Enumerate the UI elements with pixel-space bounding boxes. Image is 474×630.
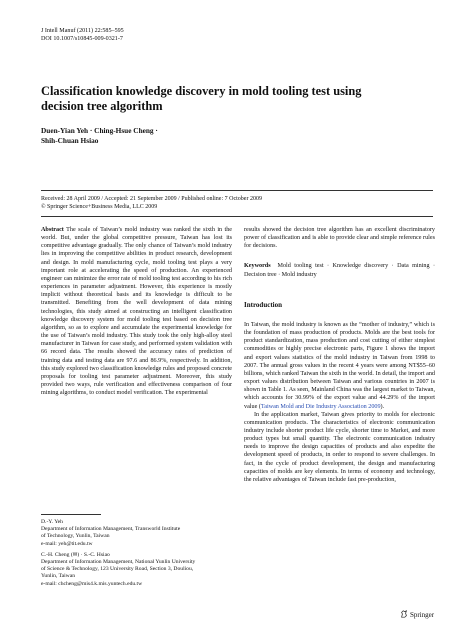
author-2-affiliation-1: Department of Information Management, National Yunlin University	[41, 559, 196, 566]
doi-line: DOI 10.1007/s10845-009-0321-7	[41, 36, 123, 42]
author-2-name: C.-H. Cheng (✉) · S.-C. Hsiao	[41, 551, 110, 558]
citation-link[interactable]: Taiwan Mold and Die Industry Association 2009	[260, 403, 381, 410]
intro-p1-text: In Taiwan, the mold industry is known as the “mother of industry,” which is the foundation of mass production of products. Molds are the best tools for product standardization, mass production and cost cutting of either simplest commodities or highly precise electronic parts, Figure 1 shows the import and export values statistics of the mold industry in Taiwan from 1998 to 2007. The annual gross values in the recent 4 years were among NT$55–60 billions, which ranked Taiwan the sixth in the world. In detail, the import and export values distribution between Taiwan and various countries in 2007 is shown in Table 1. As seen, Mainland China was the largest market to Taiwan, which accounts for 30.99% of the export value and 44.29% of the import value (	[244, 321, 435, 410]
keywords-label: Keywords	[244, 263, 271, 270]
keywords-paragraph	[244, 262, 435, 278]
author-list	[41, 126, 158, 146]
intro-p1-end: ).	[380, 403, 385, 410]
footnote-author-2	[41, 552, 232, 588]
author-1-affiliation-2: of Technology, Yunlin, Taiwan	[41, 533, 110, 540]
publication-dates	[41, 195, 433, 211]
author-1-affiliation-1: Department of Information Management, Transworld Institute	[41, 526, 181, 533]
author-2-email[interactable]: e-mail: chcheng@mis4.k.mis.yuntech.edu.tw	[41, 580, 143, 587]
introduction-heading: Introduction	[244, 300, 282, 309]
intro-paragraph-2: In the application market, Taiwan gives priority to molds for electronic communication products. The characteristics of electronic communication industry include shorter product life cycle, shorter time to Market, and more product types but small quantity. The electronic communication industry needs to improve the design capacities of products and also expedite the development speed of products, in order to respond to severe challenges. In fact, in the cycle of product development, the design and manufacturing capacities of molds are key elements. In terms of economy and technology, the relative advantages of Taiwan include fast pre-production,	[244, 411, 435, 483]
abstract-paragraph	[41, 226, 232, 397]
publisher-name: Springer	[410, 611, 435, 619]
publisher-mark	[400, 610, 434, 619]
right-column	[244, 226, 435, 484]
abstract-column	[41, 226, 232, 397]
abstract-label: Abstract	[41, 227, 64, 233]
authors-line-1: Duen-Yian Yeh · Ching-Hsue Cheng ·	[41, 126, 158, 135]
authors-line-2: Shih-Chuan Hsiao	[41, 136, 99, 145]
abstract-text: The scale of Taiwan’s mold industry was ranked the sixth in the world. But, under the global competitive pressure, Taiwan has lost its competitive advantage gradually. The only chance of Taiwan’s mold industry lies in improving the competitive abilities in product research, development and design. In mold manufacturing cycle, mold tooling test plays a very important role at accelerating the speed of production. An experienced engineer can minimize the error rate of mold tooling test according to his rich experiences in parameter adjustment. However, this experience is mostly implicit without theoretical basis and its knowledge is difficult to be transmitted. Benefiting from the well development of data mining technologies, this study aimed at constructing an intelligent classification knowledge discovery system for mold tooling test based on decision tree algorithm, so as to explore and accumulate the experimental knowledge for the use of Taiwan’s mold industry. This study took the only high-alloy steel manufacturer in Taiwan for case study, and performed system validation with 66 record data. The results showed the accuracy rates of prediction of training data and testing data are 97.6 and 86.9%, respectively. In addition, this study explored two classification knowledge rules and proposed concrete proposals for tooling test parameter adjustment. Moreover, this study provided two ways, rule verification and effectiveness comparison of four mining algorithms, to conduct model verification. The experimental	[41, 227, 232, 397]
author-2-affiliation-2: of Science & Technology, 123 University Road, Section 3, Douliou,	[41, 566, 194, 573]
paper-title: Classification knowledge discovery in mold tooling test using decision tree algorithm	[41, 84, 362, 113]
footnote-author-1	[41, 519, 232, 548]
author-1-name: D.-Y. Yeh	[41, 519, 63, 525]
dates-line: Received: 28 April 2009 / Accepted: 21 September 2009 / Published online: 7 October 2009	[41, 196, 262, 202]
journal-citation	[41, 27, 124, 43]
author-footnotes	[41, 519, 232, 592]
journal-line: J Intell Manuf (2011) 22:585–595	[41, 28, 124, 34]
divider-top	[41, 190, 433, 191]
springer-horse-icon	[400, 610, 408, 618]
footnote-rule	[41, 514, 101, 515]
abstract-continuation: results showed the decision tree algorithm has an excellent discriminatory power of classification and is able to provide clear and simple reference rules for decisions.	[244, 227, 435, 250]
author-1-email[interactable]: e-mail: yeh@tit.edu.tw	[41, 540, 93, 547]
author-2-affiliation-3: Yunlin, Taiwan	[41, 573, 75, 580]
keywords-text: Mold tooling test · Knowledge discovery · Data mining · Decision tree · Mold industry	[244, 263, 435, 278]
copyright-line: © Springer Science+Business Media, LLC 2009	[41, 204, 158, 210]
divider-bottom	[41, 216, 433, 217]
intro-paragraph-1	[244, 321, 435, 411]
